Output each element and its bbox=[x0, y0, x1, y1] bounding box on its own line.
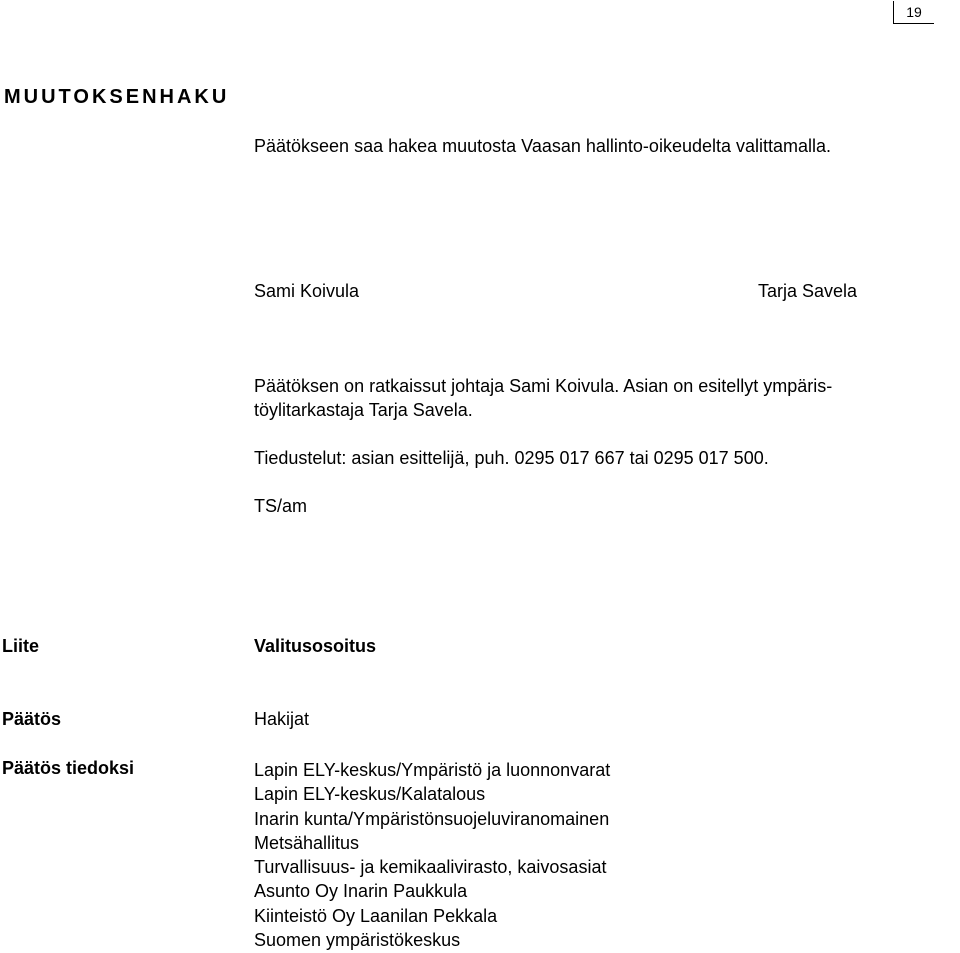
signature-right: Tarja Savela bbox=[758, 281, 858, 301]
decision-note-line-2: töylitarkastaja Tarja Savela. bbox=[254, 400, 473, 420]
attachment-value: Valitusosoitus bbox=[254, 636, 377, 656]
page-number: 19 bbox=[893, 1, 934, 24]
initials: TS/am bbox=[254, 496, 308, 516]
list-item: Kiinteistö Oy Laanilan Pekkala bbox=[254, 905, 498, 926]
decision-value: Hakijat bbox=[254, 709, 310, 729]
notify-label: Päätös tiedoksi bbox=[2, 758, 135, 778]
decision-note-line-1: Päätöksen on ratkaissut johtaja Sami Koivula. Asian on esitellyt ympäris- bbox=[254, 376, 833, 396]
attachment-label: Liite bbox=[2, 636, 40, 656]
signature-left: Sami Koivula bbox=[254, 281, 360, 301]
list-item: Lapin ELY-keskus/Kalatalous bbox=[254, 784, 486, 805]
list-item: Asunto Oy Inarin Paukkula bbox=[254, 881, 468, 902]
appeal-heading: MUUTOKSENHAKU bbox=[4, 86, 230, 108]
appeal-text: Päätökseen saa hakea muutosta Vaasan hallinto-oikeudelta valittamalla. bbox=[254, 136, 832, 156]
list-item: Inarin kunta/Ympäristönsuojeluviranomainen bbox=[254, 808, 610, 829]
list-item: Lapin ELY-keskus/Ympäristö ja luonnonvarat bbox=[254, 760, 611, 780]
list-item: Metsähallitus bbox=[254, 832, 360, 853]
decision-label: Päätös bbox=[2, 709, 62, 729]
inquiries-text: Tiedustelut: asian esittelijä, puh. 0295 017 667 tai 0295 017 500. bbox=[254, 448, 769, 468]
list-item: Turvallisuus- ja kemikaalivirasto, kaivosasiat bbox=[254, 857, 607, 878]
list-item: Suomen ympäristökeskus bbox=[254, 930, 461, 951]
recipient-list bbox=[254, 758, 610, 952]
